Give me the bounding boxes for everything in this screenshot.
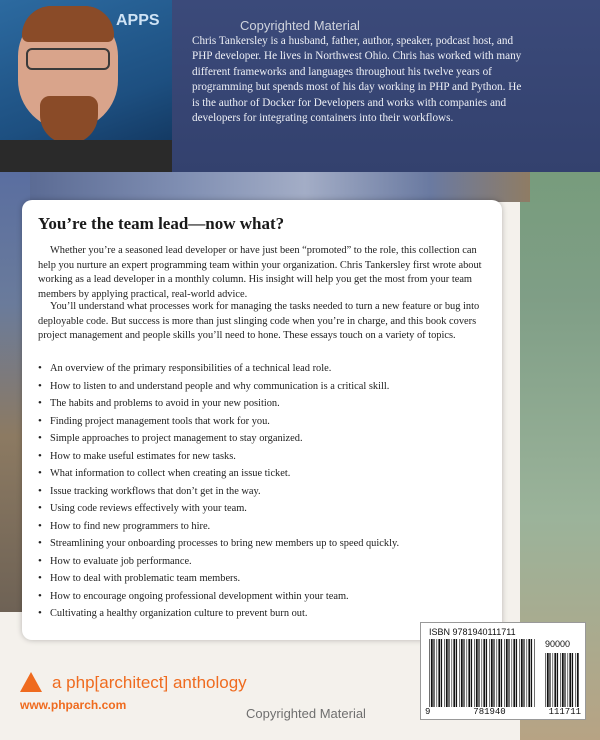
list-item-text: What information to collect when creating an issue ticket. [50, 468, 291, 479]
author-bio: Chris Tankersley is a husband, father, author, speaker, podcast host, and PHP developer. He lives in Northwest Ohio. Chris has worked with many different frameworks and languages throughout his twelve years of programming but spends most of his day working in PHP and Python. He is the author of Docker for Developers and works with companies and developers for integrating containers into their workflows. [192, 35, 522, 125]
bullet-icon: • [38, 414, 42, 427]
photo-hair-top [22, 6, 114, 42]
bullet-icon: • [38, 537, 42, 549]
intro-paragraph: Whether you’re a seasoned lead developer or have just been “promoted” to the role, this collection can help you nurture an expert programming team within your organization. Chris Tankersley first wrote about working as a lead developer in a monthly column. His insight will help you get the most from your team members by applying practical, real-world advice. [38, 245, 482, 300]
photo-beard [40, 96, 98, 144]
background-collage-band [30, 172, 530, 202]
watermark-top: Copyrighted Material [240, 18, 360, 33]
bullet-icon: • [38, 519, 42, 532]
list-item-text: Simple approaches to project management to stay organized. [50, 433, 303, 444]
list-item [38, 590, 490, 608]
list-item [38, 432, 490, 450]
bullet-icon: • [38, 572, 42, 584]
list-item [38, 485, 490, 503]
list-item [38, 467, 490, 485]
bullet-icon: • [38, 554, 42, 567]
photo-sign-text: APPS [116, 12, 160, 29]
author-photo [0, 0, 172, 172]
bullet-icon: • [38, 379, 42, 392]
publisher-logo-text: a php[architect] anthology [52, 673, 247, 692]
publisher-website: www.phparch.com [20, 698, 127, 712]
list-item-text: How to make useful estimates for new tasks. [50, 450, 236, 462]
list-item [38, 502, 490, 520]
addon-barcode-bars [545, 653, 579, 707]
list-item-text: Issue tracking workflows that don’t get in the way. [50, 485, 261, 497]
barcode-bars [429, 639, 535, 707]
bullet-icon: • [38, 484, 42, 497]
topic-list [38, 362, 490, 625]
bullet-icon: • [38, 589, 42, 602]
details-paragraph: You’ll understand what processes work for managing the tasks needed to turn a new feature or bug into deployable code. But success is more than just slinging code when you’re in charge, and this book covers project management and people skills you’ll need to hone. These essays touch on a variety of topics. [38, 301, 480, 342]
list-item-text: How to evaluate job performance. [50, 555, 192, 567]
list-item-text: Cultivating a healthy organization culture to prevent burn out. [50, 608, 308, 619]
list-item-text: Finding project management tools that work for you. [50, 415, 270, 427]
list-item-text: How to listen to and understand people and why communication is a critical skill. [50, 380, 390, 392]
phparch-logo-icon [20, 672, 42, 692]
list-item-text: The habits and problems to avoid in your new position. [50, 398, 280, 409]
list-item [38, 397, 490, 415]
bullet-icon: • [38, 502, 42, 514]
watermark-bottom: Copyrighted Material [246, 706, 366, 721]
list-item [38, 362, 490, 380]
list-item-text: An overview of the primary responsibilities of a technical lead role. [50, 363, 332, 374]
ean-digits [425, 707, 581, 717]
list-item [38, 415, 490, 433]
ean-digit-group: 781940 [473, 707, 506, 717]
list-item-text: Using code reviews effectively with your team. [50, 503, 247, 514]
bullet-icon: • [38, 362, 42, 374]
list-item-text: How to find new programmers to hire. [50, 520, 211, 532]
ean-digit-group: 9 [425, 707, 431, 717]
photo-shirt [0, 140, 172, 172]
list-item [38, 520, 490, 538]
ean-digit-group: 111711 [548, 707, 581, 717]
list-item [38, 380, 490, 398]
list-item [38, 450, 490, 468]
list-item-text: How to encourage ongoing professional development within your team. [50, 590, 349, 602]
bullet-icon: • [38, 467, 42, 479]
addon-code: 90000 [545, 639, 571, 649]
description-card [22, 200, 502, 640]
barcode [420, 622, 586, 720]
list-item [38, 537, 490, 555]
bullet-icon: • [38, 432, 42, 444]
photo-glasses [26, 48, 110, 70]
isbn-label: ISBN 9781940111711 [429, 627, 516, 637]
list-item-text: Streamlining your onboarding processes to bring new members up to speed quickly. [50, 538, 400, 549]
card-heading: You’re the team lead—now what? [38, 214, 285, 233]
list-item [38, 572, 490, 590]
list-item [38, 555, 490, 573]
list-item-text: How to deal with problematic team members. [50, 573, 241, 584]
bullet-icon: • [38, 449, 42, 462]
bullet-icon: • [38, 397, 42, 409]
bullet-icon: • [38, 607, 42, 619]
